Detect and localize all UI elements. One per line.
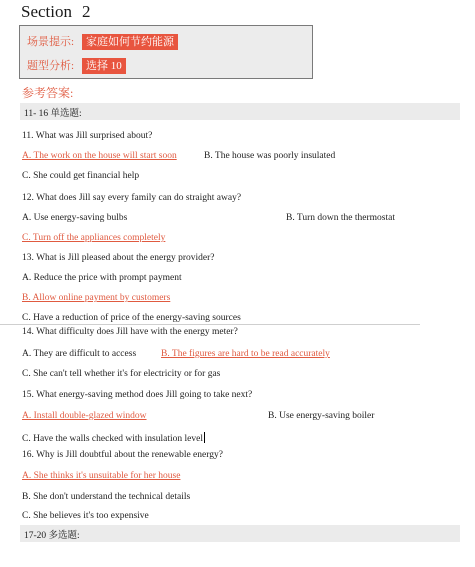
section-title: [21, 2, 91, 22]
q14-option-b-answer: B. The figures are hard to be read accurately: [161, 349, 330, 359]
q11-option-b: B. The house was poorly insulated: [204, 151, 336, 161]
question-11: 11. What was Jill surprised about?: [22, 131, 153, 141]
q16-option-a-answer: A. She thinks it's unsuitable for her house: [22, 471, 181, 481]
section-number: 2: [82, 2, 91, 21]
question-15: 15. What energy-saving method does Jill going to take next?: [22, 390, 253, 400]
scene-label: 场景提示:: [27, 36, 75, 48]
scene-row: [27, 33, 178, 49]
q15-option-a-answer: A. Install double-glazed window: [22, 411, 147, 421]
scene-info-box: [19, 25, 313, 79]
part1-heading-bar: [20, 103, 460, 120]
question-12: 12. What does Jill say every family can do straight away?: [22, 193, 242, 203]
q13-option-c: C. Have a reduction of price of the energy-saving sources: [22, 313, 241, 323]
q15-option-c: C. Have the walls checked with insulation level: [22, 434, 203, 444]
q13-option-b-answer: B. Allow online payment by customers: [22, 293, 171, 303]
q13-option-a: A. Reduce the price with prompt payment: [22, 273, 182, 283]
answer-heading: 参考答案:: [22, 86, 74, 100]
q12-option-a: A. Use energy-saving bulbs: [22, 213, 128, 223]
q14-option-c: C. She can't tell whether it's for electricity or for gas: [22, 369, 221, 379]
type-label: 题型分析:: [27, 60, 75, 72]
section-label: Section: [21, 2, 72, 21]
q12-option-c-answer: C. Turn off the appliances completely: [22, 233, 166, 243]
part1-heading: 11- 16 单选题:: [24, 109, 82, 119]
question-13: 13. What is Jill pleased about the energy provider?: [22, 253, 215, 263]
divider-line: [0, 324, 420, 325]
q11-option-a-answer: A. The work on the house will start soon: [22, 151, 177, 161]
question-14: 14. What difficulty does Jill have with the energy meter?: [22, 327, 238, 337]
text-cursor: [204, 432, 206, 443]
q16-option-b: B. She don't understand the technical details: [22, 492, 191, 502]
scene-value-tag: 家庭如何节约能源: [82, 34, 178, 50]
q15-option-c-row[interactable]: [22, 432, 205, 444]
part2-heading-bar: [20, 525, 460, 542]
part2-heading: 17-20 多选题:: [24, 531, 80, 541]
q12-option-b: B. Turn down the thermostat: [286, 213, 395, 223]
type-value-tag: 选择 10: [82, 58, 126, 74]
q16-option-c: C. She believes it's too expensive: [22, 511, 149, 521]
q15-option-b: B. Use energy-saving boiler: [268, 411, 375, 421]
q11-option-c: C. She could get financial help: [22, 171, 140, 181]
question-16: 16. Why is Jill doubtful about the renewable energy?: [22, 450, 223, 460]
type-row: [27, 57, 126, 73]
q14-option-a: A. They are difficult to access: [22, 349, 137, 359]
